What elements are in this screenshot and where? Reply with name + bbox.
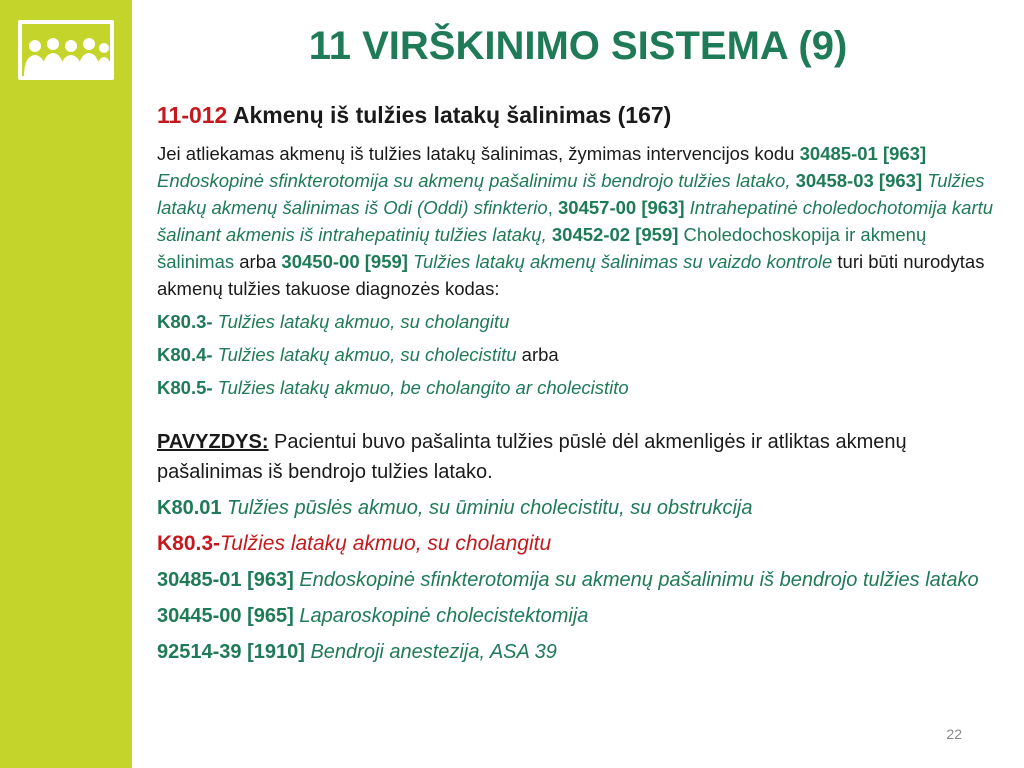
diagnosis-code-line	[157, 341, 1002, 368]
intro-desc-4: Choledochoskopija ir akmenų šalinimas	[157, 224, 927, 272]
example-desc: Endoskopinė sfinkterotomija su akmenų pašalinimu iš bendrojo tulžies latako	[293, 569, 979, 591]
intro-code-4: 30452-02 [959]	[546, 224, 679, 245]
diagnosis-code-line	[157, 374, 1002, 401]
example-code: K80.3-	[157, 532, 221, 555]
intro-paragraph	[157, 140, 1002, 302]
diagnosis-code: K80.5-	[157, 377, 213, 398]
example-code-line	[157, 601, 1002, 631]
intro-desc-2: Tulžies latakų akmenų šalinimas iš Odi (Oddi) sfinkterio	[157, 170, 985, 218]
page-title: 11 VIRŠKINIMO SISTEMA (9)	[308, 24, 848, 68]
example-code-line	[157, 529, 1002, 559]
diagnosis-desc: Tulžies latakų akmuo, be cholangito ar cholecistito	[212, 377, 629, 398]
section-code: 11-012	[157, 102, 228, 128]
example-code: 92514-39 [1910]	[157, 641, 305, 663]
diagnosis-code: K80.3-	[157, 311, 213, 332]
intro-text-3: turi būti nurodytas akmenų tulžies takuose diagnozės kodas:	[157, 251, 985, 299]
example-desc: Tulžies latakų akmuo, su cholangitu	[220, 532, 552, 555]
diagnosis-desc: Tulžies latakų akmuo, su cholecistitu	[212, 344, 517, 365]
example-section	[157, 427, 1002, 667]
example-label: PAVYZDYS:	[157, 431, 269, 453]
example-code-line	[157, 637, 1002, 667]
example-code-line	[157, 493, 1002, 523]
intro-desc-1: Endoskopinė sfinkterotomija su akmenų pašalinimu iš bendrojo tulžies latako,	[157, 170, 791, 191]
intro-code-2: 30458-03 [963]	[790, 170, 923, 191]
intro-text-1: Jei atliekamas akmenų iš tulžies latakų šalinimas, žymimas intervencijos kodu	[157, 143, 800, 164]
diagnosis-code: K80.4-	[157, 344, 213, 365]
example-code-line	[157, 565, 1002, 595]
example-desc: Bendroji anestezija, ASA 39	[304, 641, 557, 663]
intro-code-3: 30457-00 [963]	[552, 197, 685, 218]
diagnosis-code-line	[157, 308, 1002, 335]
intro-sep: ,	[547, 197, 553, 218]
people-logo-icon	[18, 20, 114, 80]
intro-desc-3: Intrahepatinė choledochotomija kartu šalinant akmenis iš intrahepatinių tulžies latakų,	[157, 197, 994, 245]
diagnosis-desc: Tulžies latakų akmuo, su cholangitu	[212, 311, 510, 332]
intro-code-1: 30485-01 [963]	[799, 143, 927, 164]
slide-content	[157, 100, 1002, 667]
diagnosis-suffix: arba	[516, 344, 559, 365]
example-text: Pacientui buvo pašalinta tulžies pūslė dėl akmenligės ir atliktas akmenų pašalinimas iš bendrojo tulžies latako.	[157, 431, 907, 483]
section-title: Akmenų iš tulžies latakų šalinimas (167)	[227, 102, 672, 128]
intro-desc-5: Tulžies latakų akmenų šalinimas su vaizdo kontrole	[407, 251, 833, 272]
example-desc: Tulžies pūslės akmuo, su ūminiu cholecistitu, su obstrukcija	[221, 497, 753, 519]
example-code: 30485-01 [963]	[157, 569, 294, 591]
example-paragraph	[157, 427, 1002, 487]
example-code: K80.01	[157, 497, 222, 519]
example-desc: Laparoskopinė cholecistektomija	[293, 605, 589, 627]
intro-code-5: 30450-00 [959]	[281, 251, 408, 272]
page-number: 22	[946, 726, 962, 742]
example-code: 30445-00 [965]	[157, 605, 294, 627]
sidebar-band	[0, 0, 132, 768]
intro-text-2: arba	[234, 251, 282, 272]
section-heading	[157, 100, 1002, 130]
